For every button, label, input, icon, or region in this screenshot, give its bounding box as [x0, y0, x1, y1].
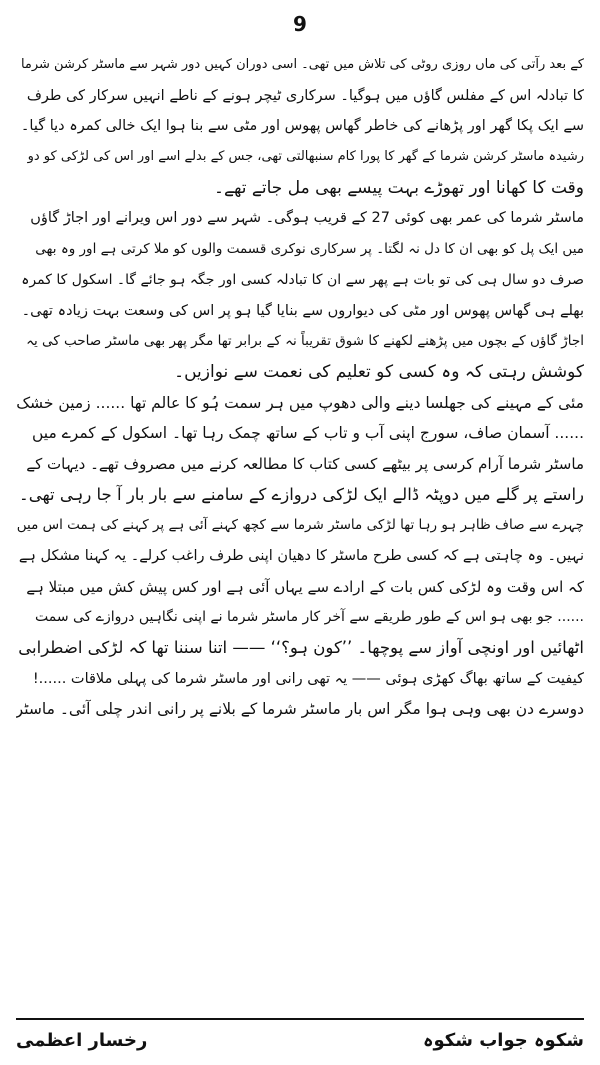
text-line: ...... آسمان صاف، سورج اپنی آب و تاب کے ساتھ چمک رہا تھا۔ اسکول کے کمرے میں: [31, 424, 584, 443]
text-line: سے ایک پکا گھر اور پڑھانے کی خاطر گھاس پھوس اور مٹی سے بنا ہوا ایک خالی کمرہ دیا گیا۔: [20, 118, 584, 135]
footer: [16, 1024, 584, 1056]
text-line: نہیں۔ وہ چاہتی ہے کہ کسی طرح ماسٹر کا دھیان اپنی طرف راغب کرلے۔ یہ کہنا مشکل ہے: [18, 548, 584, 564]
text-line: ماسٹر شرما آرام کرسی پر بیٹھے کسی کتاب کا مطالعہ کرنے میں مصروف تھے۔ دیہات کے: [26, 454, 584, 473]
text-line: میں ایک پل کو بھی ان کا دل نہ لگتا۔ پر سرکاری نوکری قسمت والوں کو ملا کرتی ہے اور وہ بھی: [35, 241, 584, 258]
text-line: کہ اس وقت وہ لڑکی کس بات کے ارادے سے یہاں آئی ہے اور کس پیش کش میں مبتلا ہے: [26, 577, 584, 596]
page-number: 9: [293, 12, 307, 36]
text-line: کے بعد رآتی کی ماں روزی روٹی کی تلاش میں تھی۔ اسی دوران کہیں دور شہر سے ماسٹر کرشن شرما: [20, 57, 584, 72]
text-line: مئی کے مہینے کی جھلسا دینے والی دھوپ میں ہر سمت ہُو کا عالم تھا ...... زمین خشک: [16, 393, 584, 412]
footer-book-title: شکوہ جواب شکوہ: [422, 1029, 584, 1051]
text-line: کوشش رہتی کہ وہ کسی کو تعلیم کی نعمت سے نوازیں۔: [174, 361, 584, 382]
text-line: چہرے سے صاف ظاہر ہو رہا تھا لڑکی ماسٹر شرما سے کچھ کہنے آئی ہے پر کہنے کی ہمت اس میں: [16, 517, 584, 534]
body-text: [16, 50, 584, 725]
text-line: بھلے ہی گھاس پھوس اور مٹی کی دیواروں سے بنایا گیا ہو پر اس کی وسعت بہت زیادہ تھی۔: [21, 302, 584, 319]
text-line: صرف دو سال ہی کی تو بات ہے پھر سے ان کا تبادلہ کسی اور جگہ ہو جائے گا۔ اسکول کا کمرہ: [21, 271, 584, 288]
text-line: راستے پر گلے میں دوپٹہ ڈالے ایک لڑکی دروازے کے سامنے سے بار بار آ جا رہی تھی۔: [19, 484, 584, 504]
text-line: ...... جو بھی ہو اس کے طور طریقے سے آخر کار ماسٹر شرما نے اپنی نگاہیں دروازے کی سمت: [34, 609, 584, 626]
text-line: کیفیت کے ساتھ بھاگ کھڑی ہوئی —— یہ تھی رانی اور ماسٹر شرما کی پہلی ملاقات ......!: [32, 670, 584, 687]
text-line: وقت کا کھانا اور تھوڑے بہت پیسے بھی مل جاتے تھے۔: [214, 177, 584, 198]
text-line: اجاڑ گاؤں کے بچوں میں پڑھنے لکھنے کا شوق تقریباً نہ کے برابر تھا مگر پھر بھی ماسٹر صاحب کی یہ: [26, 333, 584, 350]
text-line: دوسرے دن بھی وہی ہوا مگر اس بار ماسٹر شرما کے بلانے پر رانی اندر چلی آئی۔ ماسٹر: [16, 700, 584, 719]
footer-divider: [16, 1018, 584, 1020]
text-line: ماسٹر شرما کی عمر بھی کوئی 27 کے قریب ہوگی۔ شہر سے دور اس ویرانے اور اجاڑ گاؤں: [30, 210, 584, 227]
text-line: رشیدہ ماسٹر کرشن شرما کے گھر کا پورا کام سنبھالتی تھی، جس کے بدلے اسے اور اس کی لڑکی کو دو: [27, 149, 584, 165]
footer-author: رخسار اعظمی: [16, 1029, 148, 1051]
text-line: اٹھائیں اور اونچی آواز سے پوچھا۔ ’’کون ہو؟‘‘ —— اتنا سننا تھا کہ لڑکی اضطرابی: [18, 638, 584, 658]
text-line: کا تبادلہ اس کے مفلس گاؤں میں ہوگیا۔ سرکاری ٹیچر ہونے کے ناطے انہیں سرکار کی طرف: [26, 87, 584, 104]
